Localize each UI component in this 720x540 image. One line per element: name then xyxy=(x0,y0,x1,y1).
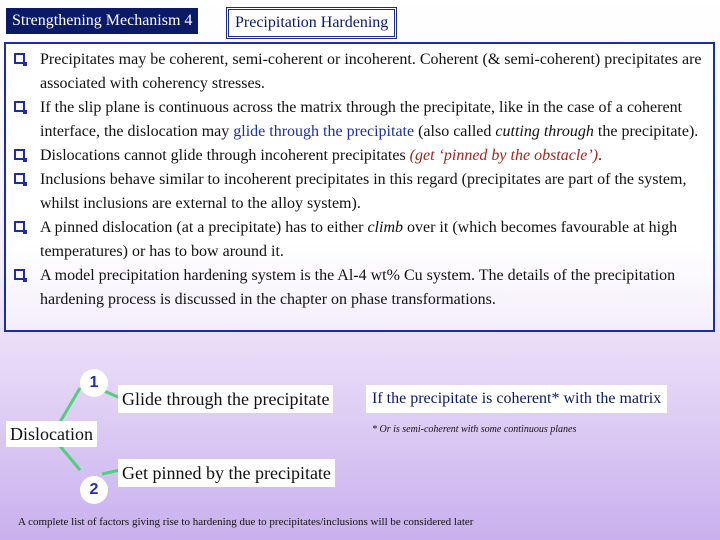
term-cutting-through: cutting through xyxy=(495,123,594,140)
bullet-text: If the slip plane is continuous across the matrix through the precipitate, like in the case of a coherent interface, the dislocation may xyxy=(40,99,683,140)
dislocation-label: Dislocation xyxy=(6,421,97,447)
bullet-text: Dislocations cannot glide through incoherent precipitates xyxy=(40,147,410,164)
arrow-to-node-2 xyxy=(60,446,80,470)
option-pinned-label: Get pinned by the precipitate xyxy=(118,459,335,487)
bullet-text: the precipitate). xyxy=(593,123,699,140)
bullet-text: . xyxy=(598,147,603,164)
node-1: 1 xyxy=(80,369,108,397)
bullet-text: over it (which becomes favourable at high temperatures) or has to bow around it. xyxy=(40,219,678,260)
topic-title: Precipitation Hardening xyxy=(228,9,395,37)
bullet-text: (also called xyxy=(414,123,496,140)
bullet-text: Inclusions behave similar to incoherent precipitates in this regard (precipitates are part of the system, whilst inclusions are external to the alloy system). xyxy=(40,171,687,212)
arrow-to-node-1 xyxy=(60,388,80,422)
coherence-condition-label: If the precipitate is coherent* with the matrix xyxy=(366,385,667,413)
bottom-note: A complete list of factors giving rise to hardening due to precipitates/inclusions will be considered later xyxy=(18,516,474,528)
coherence-footnote: * Or is semi-coherent with some continuous planes xyxy=(372,424,577,435)
mechanism-title: Strengthening Mechanism 4 xyxy=(6,8,198,34)
term-climb: climb xyxy=(367,219,403,236)
bullet-text: A model precipitation hardening system is the Al-4 wt% Cu system. The details of the precipitation hardening process is discussed in the chapter on phase transformations. xyxy=(40,267,676,308)
bullet-text: Precipitates may be coherent, semi-coherent or incoherent. Coherent (& semi-coherent) precipitates are associated with coherency stresses. xyxy=(40,51,702,92)
node-2: 2 xyxy=(80,476,108,504)
option-glide-label: Glide through the precipitate xyxy=(118,385,333,413)
highlight-pinned: (get ‘pinned by the obstacle’) xyxy=(409,147,599,164)
bullet-text: A pinned dislocation (at a precipitate) has to either xyxy=(40,219,368,236)
highlight-glide-through: glide through the precipitate xyxy=(233,123,415,140)
